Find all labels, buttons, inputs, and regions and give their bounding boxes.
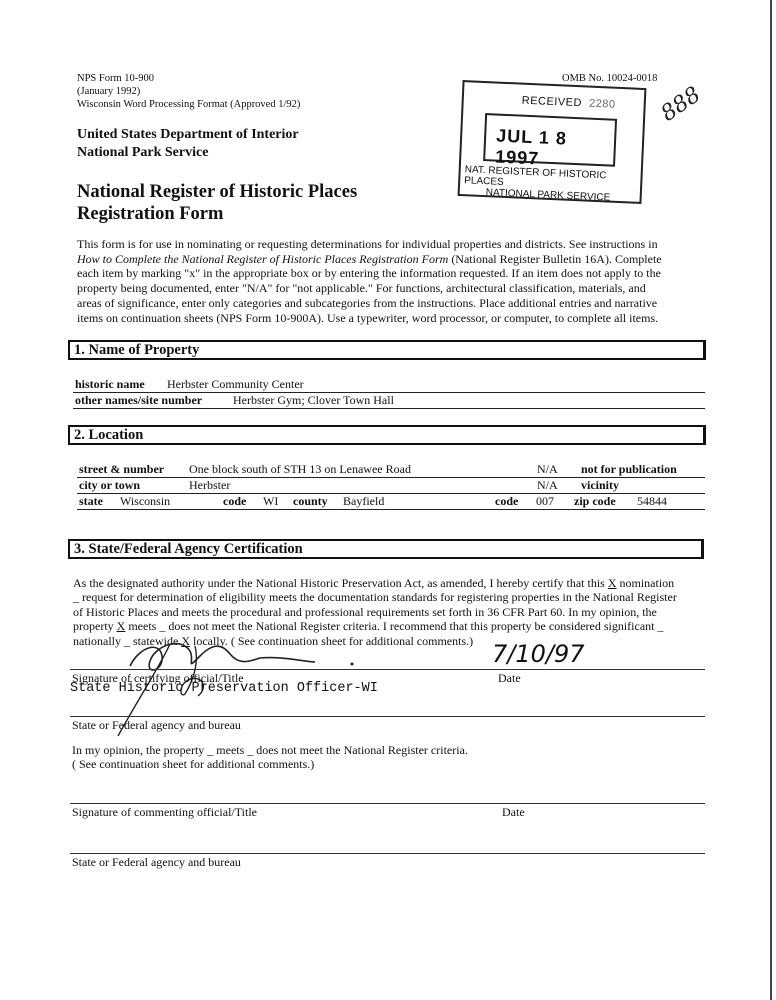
format-note: Wisconsin Word Processing Format (Approved 1/92)	[77, 99, 301, 110]
stamp-date: JUL 1 8 1997	[494, 125, 568, 169]
section-1-heading: 1. Name of Property	[68, 340, 706, 360]
city-row	[77, 478, 705, 494]
other-names-row	[73, 393, 705, 409]
agency-label: State or Federal agency and bureau	[72, 718, 241, 732]
signature-line	[70, 669, 705, 670]
city-value[interactable]: Herbster	[189, 478, 231, 492]
agency-block	[77, 126, 299, 162]
agency-line	[70, 716, 705, 717]
commenting-signature-label: Signature of commenting official/Title	[72, 805, 257, 819]
state-value[interactable]: Wisconsin	[120, 494, 171, 508]
county-value[interactable]: Bayfield	[343, 494, 385, 508]
section-2-heading: 2. Location	[68, 425, 706, 445]
date-label: Date	[498, 671, 521, 685]
historic-name-row	[73, 377, 705, 393]
county-label: county	[293, 494, 328, 508]
commenting-signature-line	[70, 803, 705, 804]
section-3-heading: 3. State/Federal Agency Certification	[68, 539, 704, 559]
form-date: (January 1992)	[77, 86, 141, 97]
certification-text: As the designated authority under the National Historic Preservation Act, as amended, I hereby certify that this X nomination _ request for determination of eligibility meets the documentation standards for registering properties in the National Register of Historic Places and meets the procedural and professional requirements set forth in 36 CFR Part 60. In my opinion, the property X meets _ does not meet the National Register criteria. I recommend that this property be considered significant _ nationally _ statewide X locally. ( See continuation sheet for additional comments.)	[73, 576, 677, 648]
not-for-publication-label: not for publication	[581, 462, 677, 476]
instructions-title: How to Complete the National Register of Historic Places Registration Form	[77, 251, 449, 266]
state-code-value[interactable]: WI	[263, 494, 279, 508]
page-title	[77, 181, 357, 225]
stamp-received: RECEIVED 2280	[521, 94, 616, 111]
street-na[interactable]: N/A	[537, 462, 558, 476]
department: United States Department of Interior	[77, 127, 299, 142]
state-label: state	[79, 494, 103, 508]
opinion-text: In my opinion, the property _ meets _ does not meet the National Register criteria. ( See continuation sheet for additional comments.)	[72, 743, 468, 772]
state-row	[77, 494, 705, 510]
stamp-date-box	[483, 113, 617, 167]
title-line-2: Registration Form	[77, 204, 224, 224]
historic-name-label: historic name	[75, 377, 145, 391]
signature-label: Signature of certifying official/Title	[72, 671, 244, 685]
city-na[interactable]: N/A	[537, 478, 558, 492]
agency-line-2	[70, 853, 705, 854]
title-line-1: National Register of Historic Places	[77, 182, 358, 202]
handwritten-number: 888	[656, 82, 706, 127]
city-label: city or town	[79, 478, 141, 492]
zip-value[interactable]: 54844	[637, 494, 667, 508]
locally-check[interactable]: X	[181, 633, 190, 648]
omb-number: OMB No. 10024-0018	[562, 73, 658, 84]
stamp-register: NAT. REGISTER OF HISTORIC PLACES NATIONAL PARK SERVICE	[463, 164, 611, 204]
scan-edge	[770, 0, 772, 1000]
vicinity-label: vicinity	[581, 478, 619, 492]
intro-paragraph: This form is for use in nominating or requesting determinations for individual properties and districts. See instructions in How to Complete the National Register of Historic Places Registration Form (National Register Bulletin 16A). Complete each item by marking "x" in the appropriate box or by entering the information requested. If an item does not apply to the property being documented, enter "N/A" for "not applicable." For functions, architectural classification, materials, and areas of significance, enter only categories and subcategories from the instructions. Place additional entries and narrative items on continuation sheets (NPS Form 10-900A). Use a typewriter, word processor, or computer, to complete all items.	[77, 237, 662, 325]
signed-date: 7/10/97	[492, 640, 585, 668]
received-stamp	[458, 80, 647, 204]
county-code-label: code	[495, 494, 519, 508]
state-code-label: code	[223, 494, 247, 508]
county-code-value[interactable]: 007	[536, 494, 554, 508]
other-names-label: other names/site number	[75, 393, 203, 407]
street-value[interactable]: One block south of STH 13 on Lenawee Road	[189, 462, 411, 476]
nomination-check[interactable]: X	[607, 576, 617, 590]
meets-check[interactable]: X	[116, 619, 126, 634]
street-label: street & number	[79, 462, 165, 476]
typed-title[interactable]: State Historic Preservation Officer-WI	[70, 681, 378, 696]
commenting-date-label: Date	[502, 805, 525, 819]
form-number: NPS Form 10-900	[77, 73, 155, 84]
form-header-left	[77, 72, 300, 111]
historic-name-value[interactable]: Herbster Community Center	[167, 377, 304, 391]
zip-label: zip code	[574, 494, 616, 508]
agency: National Park Service	[77, 145, 209, 160]
agency-label-2: State or Federal agency and bureau	[72, 855, 241, 869]
street-row	[77, 462, 705, 478]
other-names-value[interactable]: Herbster Gym; Clover Town Hall	[233, 393, 394, 407]
